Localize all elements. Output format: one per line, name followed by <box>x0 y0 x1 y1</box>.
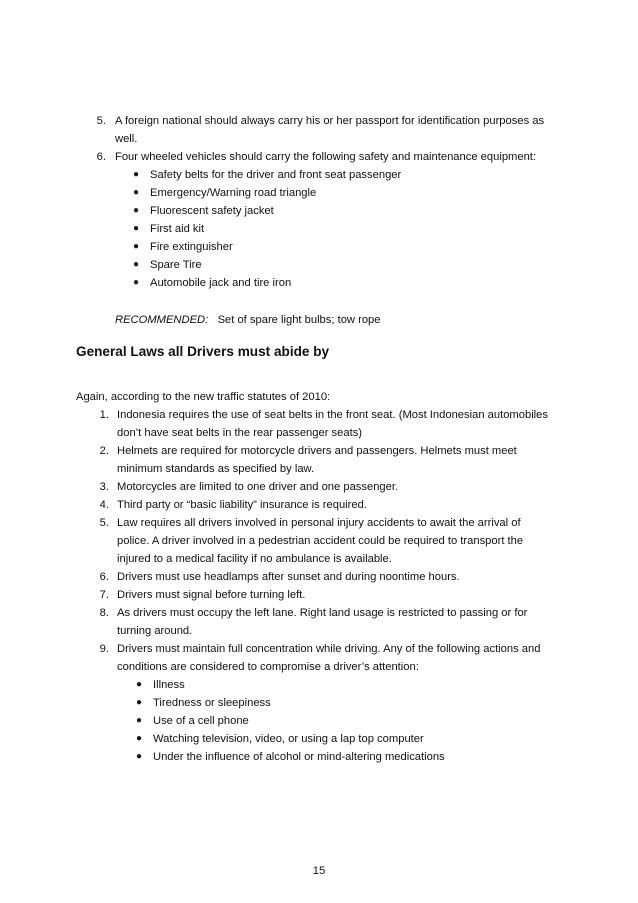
list-number: 1. <box>99 409 109 421</box>
bullet-icon: ● <box>133 187 140 198</box>
list-number: 6. <box>99 571 109 583</box>
list-number: 6. <box>96 151 106 163</box>
list-item-line: don’t have seat belts in the rear passenger seats) <box>117 427 363 439</box>
list-item-line: minimum standards as specified by law. <box>117 463 315 475</box>
recommended-text: Set of spare light bulbs; tow rope <box>217 314 381 326</box>
bullet-text: Watching television, video, or using a lap top computer <box>153 733 424 745</box>
bullet-text: Tiredness or sleepiness <box>153 697 271 709</box>
list-item-line: A foreign national should always carry his or her passport for identification purposes as <box>115 115 545 127</box>
bullet-icon: ● <box>133 259 140 270</box>
intro-text: Again, according to the new traffic statutes of 2010: <box>76 391 331 403</box>
list-number: 5. <box>99 517 109 529</box>
bullet-text: First aid kit <box>150 223 205 235</box>
recommended-note <box>115 311 381 329</box>
list-item-line: police. A driver involved in a pedestrian accident could be required to transport the <box>117 535 524 547</box>
bullet-icon: ● <box>136 733 143 744</box>
list-item-line: As drivers must occupy the left lane. Right land usage is restricted to passing or for <box>117 607 528 619</box>
bullet-icon: ● <box>133 277 140 288</box>
bullet-text: Safety belts for the driver and front seat passenger <box>150 169 402 181</box>
bullet-icon: ● <box>133 241 140 252</box>
list-item-line: Drivers must maintain full concentration while driving. Any of the following actions and <box>117 643 541 655</box>
list-item-line: Motorcycles are limited to one driver and one passenger. <box>117 481 399 493</box>
bullet-icon: ● <box>136 715 143 726</box>
list-item-line: turning around. <box>117 625 193 637</box>
bullet-icon: ● <box>133 223 140 234</box>
list-number: 7. <box>99 589 109 601</box>
bullet-text: Fire extinguisher <box>150 241 233 253</box>
list-number: 3. <box>99 481 109 493</box>
bullet-icon: ● <box>133 205 140 216</box>
list-item-line: Third party or “basic liability” insurance is required. <box>117 499 367 511</box>
bullet-icon: ● <box>136 697 143 708</box>
list-item-line: Law requires all drivers involved in personal injury accidents to await the arrival of <box>117 517 521 529</box>
bullet-icon: ● <box>136 751 143 762</box>
bullet-text: Automobile jack and tire iron <box>150 277 292 289</box>
page-number: 15 <box>312 865 326 877</box>
bullet-text: Emergency/Warning road triangle <box>150 187 317 199</box>
list-item-line: Four wheeled vehicles should carry the following safety and maintenance equipment: <box>115 151 537 163</box>
list-item-line: well. <box>115 133 138 145</box>
bullet-text: Spare Tire <box>150 259 202 271</box>
bullet-text: Fluorescent safety jacket <box>150 205 274 217</box>
list-item-line: injured to a medical facility if no ambulance is available. <box>117 553 392 565</box>
list-number: 9. <box>99 643 109 655</box>
list-item-line: Helmets are required for motorcycle drivers and passengers. Helmets must meet <box>117 445 517 457</box>
list-number: 4. <box>99 499 109 511</box>
bullet-text: Illness <box>153 679 185 691</box>
recommended-label: RECOMMENDED: <box>115 314 209 326</box>
list-item-line: Drivers must signal before turning left. <box>117 589 306 601</box>
bullet-text: Use of a cell phone <box>153 715 249 727</box>
list-number: 8. <box>99 607 109 619</box>
bullet-text: Under the influence of alcohol or mind-altering medications <box>153 751 445 763</box>
list-item-line: Drivers must use headlamps after sunset and during noontime hours. <box>117 571 460 583</box>
list-item-line: conditions are considered to compromise a driver’s attention: <box>117 661 419 673</box>
list-number: 5. <box>96 115 106 127</box>
bullet-icon: ● <box>136 679 143 690</box>
section-heading: General Laws all Drivers must abide by <box>76 344 330 359</box>
list-number: 2. <box>99 445 109 457</box>
bullet-icon: ● <box>133 169 140 180</box>
list-item-line: Indonesia requires the use of seat belts in the front seat. (Most Indonesian automobiles <box>117 409 548 421</box>
